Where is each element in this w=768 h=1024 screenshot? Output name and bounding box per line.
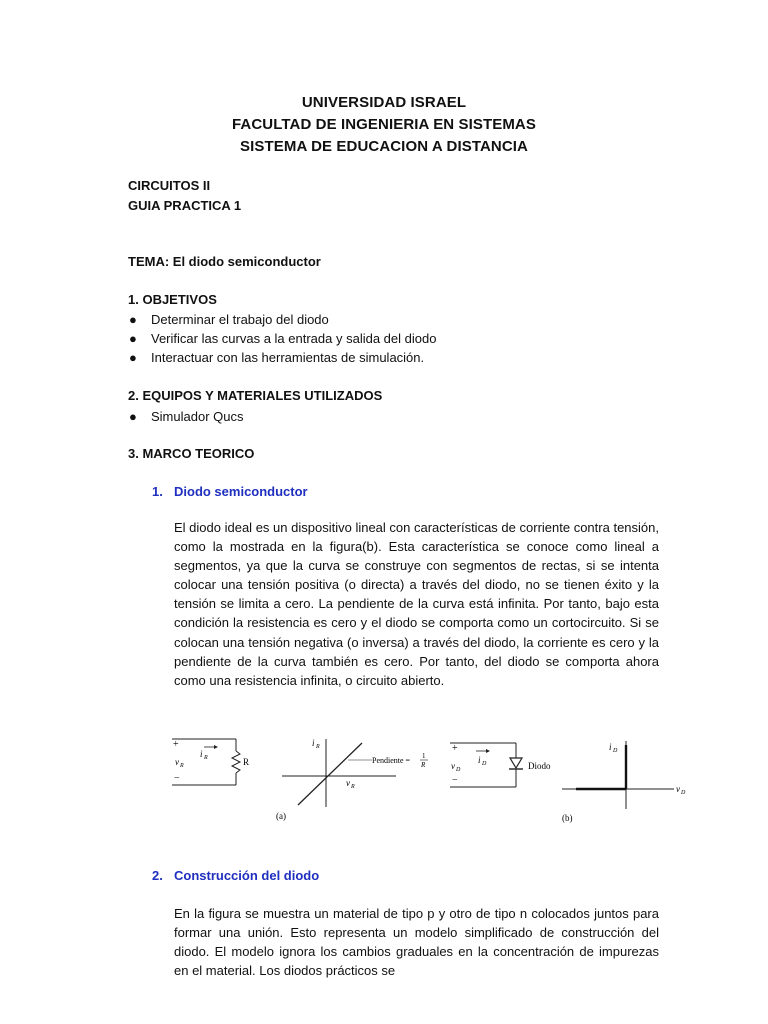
svg-text:D: D [613, 748, 618, 754]
bullet-icon: ● [129, 409, 137, 424]
caption-b: (b) [562, 813, 573, 823]
faculty-name: FACULTAD DE INGENIERIA EN SISTEMAS [232, 116, 536, 133]
svg-text:v: v [676, 784, 680, 794]
slope-label: Pendiente = [372, 756, 411, 765]
topic-title: TEMA: El diodo semiconductor [128, 254, 321, 269]
course-name: CIRCUITOS II [128, 178, 211, 193]
equipment-list [128, 407, 243, 426]
figure-diode-plot [556, 735, 696, 830]
document-header [0, 92, 768, 158]
svg-text:v: v [175, 757, 179, 767]
svg-text:−: − [452, 775, 458, 786]
svg-text:R: R [180, 763, 184, 769]
section-theory-title: 3. MARCO TEORICO [128, 446, 255, 461]
svg-text:−: − [174, 773, 180, 784]
section-objectives-title: 1. OBJETIVOS [128, 292, 217, 307]
svg-text:i: i [609, 742, 612, 752]
svg-text:D: D [482, 761, 487, 767]
subsection-diode-title: 1. Diodo semiconductor [152, 484, 308, 499]
bullet-icon: ● [129, 312, 137, 327]
construction-paragraph: En la figura se muestra un material de tipo p y otro de tipo n colocados juntos para formar una unión. Esto representa un modelo simplificado de construcción del diodo. El modelo ignora los cambios graduales en la concentración de impurezas en el material. Los diodos prácticos se [174, 906, 659, 979]
subsection-construction-title: 2. Construcción del diodo [152, 868, 320, 883]
figure-resistor-plot [276, 733, 436, 830]
list-item: ● Verificar las curvas a la entrada y salida del diodo [129, 331, 437, 346]
svg-text:R: R [351, 784, 355, 790]
figure-resistor-circuit [170, 733, 252, 800]
objectives-list [128, 310, 436, 367]
section-equipment-title: 2. EQUIPOS Y MATERIALES UTILIZADOS [128, 388, 383, 403]
svg-text:i: i [312, 738, 315, 748]
diode-paragraph: El diodo ideal es un dispositivo lineal con características de corriente contra tensión, como la mostrada en la figura(b). Esta característica se conoce como lineal a segmentos, ya que la curva se construye con segmentos de rectas, si se intenta colocar una tensión positiva (o directa) a través del diodo, no se tienen éxito y la tensión se limita a cero. La pendiente de la curva está infinita. Por tanto, bajo esta condición la resistencia es cero y el diodo se comporta como un cortocircuito. Si se colocan una tensión negativa (o inversa) a través del diodo, la corriente es cero y la pendiente de la curva también es cero. Por tanto, del diodo se comporta ahora como una resistencia infinita, o circuito abierto. [174, 520, 659, 688]
guide-name: GUIA PRACTICA 1 [128, 198, 242, 213]
svg-text:R: R [243, 757, 250, 767]
svg-text:R: R [316, 744, 320, 750]
svg-text:i: i [478, 755, 481, 765]
bullet-icon: ● [129, 350, 137, 365]
list-item: ● Determinar el trabajo del diodo [129, 312, 329, 327]
svg-text:D: D [456, 767, 461, 773]
svg-text:+: + [452, 743, 458, 754]
list-item: ● Simulador Qucs [129, 409, 244, 424]
svg-text:D: D [681, 790, 686, 796]
list-item: ● Interactuar con las herramientas de simulación. [129, 350, 425, 365]
bullet-icon: ● [129, 331, 137, 346]
svg-text:i: i [200, 749, 203, 759]
svg-text:1: 1 [422, 752, 426, 760]
svg-text:v: v [346, 778, 350, 788]
svg-text:v: v [451, 761, 455, 771]
university-name: UNIVERSIDAD ISRAEL [301, 94, 467, 111]
svg-text:R: R [204, 755, 208, 761]
figure-diode-circuit [446, 737, 562, 800]
svg-text:R: R [421, 761, 426, 769]
program-name: SISTEMA DE EDUCACION A DISTANCIA [240, 138, 528, 155]
diode-label: Diodo [528, 761, 551, 771]
svg-text:+: + [173, 739, 179, 750]
caption-a: (a) [276, 811, 286, 821]
